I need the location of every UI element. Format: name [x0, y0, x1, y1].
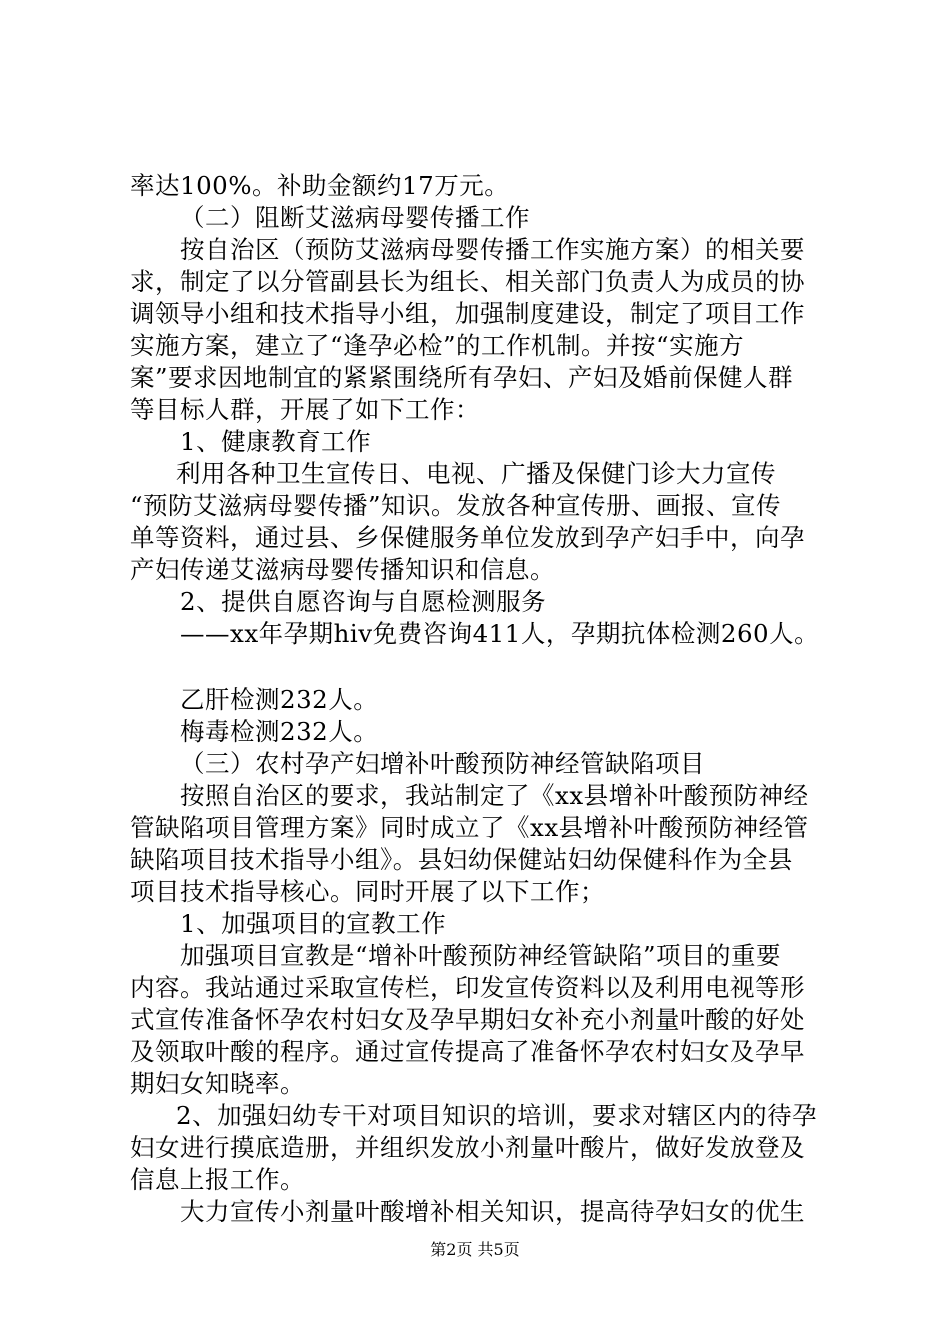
text-line: 等目标人群，开展了如下工作： [130, 395, 480, 424]
text-line: 1、加强项目的宣教工作 [180, 909, 447, 938]
text-line: 内容。我站通过采取宣传栏，印发宣传资料以及利用电视等形 [130, 973, 805, 1002]
text-line: 2、加强妇幼专干对项目知识的培训，要求对辖区内的待孕 [176, 1101, 818, 1130]
text-line: ——xx年孕期hiv免费咨询411人，孕期抗体检测260人。 [180, 619, 820, 648]
text-line: 缺陷项目技术指导小组》。县妇幼保健站妇幼保健科作为全县 [130, 845, 793, 874]
text-line: 2、提供自愿咨询与自愿检测服务 [180, 587, 547, 616]
text-line: 及领取叶酸的程序。通过宣传提高了准备怀孕农村妇女及孕早 [130, 1037, 805, 1066]
text-line: 1、健康教育工作 [180, 427, 372, 456]
text-line: 梅毒检测232人。 [180, 717, 379, 746]
text-line: 期妇女知晓率。 [130, 1069, 305, 1098]
text-line: 实施方案，建立了“逢孕必检”的工作机制。并按“实施方 [130, 331, 745, 360]
text-line: 单等资料，通过县、乡保健服务单位发放到孕产妇手中，向孕 [130, 523, 805, 552]
text-line: 大力宣传小剂量叶酸增补相关知识，提高待孕妇女的优生 [180, 1197, 805, 1226]
page-footer: 第2页 共5页 [430, 1240, 520, 1259]
text-line: （二）阻断艾滋病母婴传播工作 [180, 203, 530, 232]
text-line [130, 650, 850, 684]
text-line: 按照自治区的要求，我站制定了《xx县增补叶酸预防神经 [180, 781, 809, 810]
text-line: （三）农村孕产妇增补叶酸预防神经管缺陷项目 [180, 749, 705, 778]
text-line: 率达100%。补助金额约17万元。 [130, 171, 510, 200]
text-line: 项目技术指导核心。同时开展了以下工作； [130, 877, 605, 906]
text-line: 利用各种卫生宣传日、电视、广播及保健门诊大力宣传 [176, 459, 776, 488]
text-line: 妇女进行摸底造册，并组织发放小剂量叶酸片，做好发放登及 [130, 1133, 805, 1162]
document-body [130, 170, 850, 1228]
text-line: 管缺陷项目管理方案》同时成立了《xx县增补叶酸预防神经管 [130, 813, 809, 842]
text-line: 式宣传准备怀孕农村妇女及孕早期妇女补充小剂量叶酸的好处 [130, 1005, 805, 1034]
text-line: 加强项目宣教是“增补叶酸预防神经管缺陷”项目的重要 [180, 941, 782, 970]
text-line: 信息上报工作。 [130, 1165, 305, 1194]
text-line: 求，制定了以分管副县长为组长、相关部门负责人为成员的协 [130, 267, 805, 296]
text-line: 调领导小组和技术指导小组，加强制度建设，制定了项目工作 [130, 299, 805, 328]
text-line: “预防艾滋病母婴传播”知识。发放各种宣传册、画报、宣传 [130, 491, 782, 520]
text-line: 案”要求因地制宜的紧紧围绕所有孕妇、产妇及婚前保健人群 [130, 363, 794, 392]
text-line: 产妇传递艾滋病母婴传播知识和信息。 [130, 555, 555, 584]
text-line: 按自治区（预防艾滋病母婴传播工作实施方案）的相关要 [180, 235, 805, 264]
text-line: 乙肝检测232人。 [180, 685, 379, 714]
